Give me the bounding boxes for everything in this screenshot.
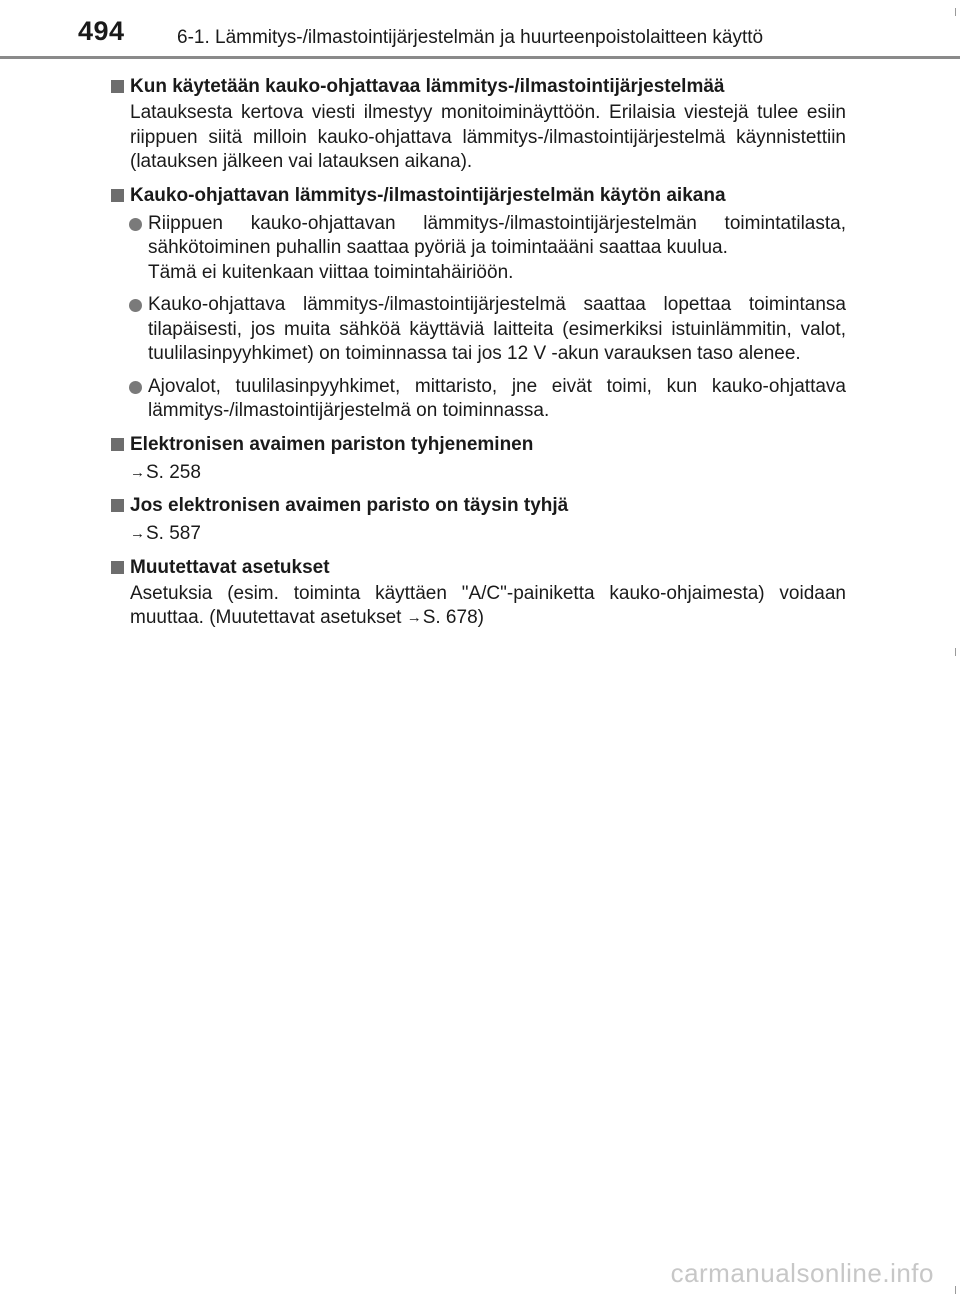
square-bullet-icon: [111, 80, 124, 93]
watermark-text: carmanualsonline.info: [670, 1258, 934, 1288]
section-heading: [110, 432, 846, 457]
page-content: [110, 70, 846, 639]
section-heading-text: Jos elektronisen avaimen paristo on täysin tyhjä: [130, 495, 569, 516]
section-heading-text: Kauko-ohjattavan lämmitys-/ilmastointijärjestelmän käytön aikana: [130, 184, 726, 206]
section-customizable-settings: [110, 555, 846, 631]
crop-mark: [955, 1286, 956, 1294]
bullet-text: Kauko-ohjattava lämmitys-/ilmastointijärjestelmä saattaa lopettaa toimintansa tilapäisesti, jos muita sähköä käyttäviä laitteita (esimerkiksi istuinlämmitin, valot, tuulilasinpyyhkimet) on toiminnassa tai jos 12 V -akun varauksen taso alenee.: [148, 294, 846, 364]
section-heading-text: Kun käytetään kauko-ohjattavaa lämmitys-/ilmastointijärjestelmää: [130, 76, 725, 97]
page-reference-text: S. 258: [146, 461, 201, 483]
section-heading-text: Elektronisen avaimen pariston tyhjeneminen: [130, 433, 534, 455]
section-remote-climate-usage: [110, 74, 846, 175]
page-number: 494: [78, 16, 125, 46]
section-paragraph: [110, 582, 846, 631]
chapter-title: 6-1. Lämmitys-/ilmastointijärjestelmän ja huurteenpoistolaitteen käyttö: [177, 27, 764, 48]
page-reference-text: S. 587: [146, 523, 201, 544]
page-reference[interactable]: [110, 522, 846, 547]
crop-mark: [955, 8, 956, 16]
section-during-operation: [110, 183, 846, 424]
paragraph-text: Asetuksia (esim. toiminta käyttäen "A/C"-painiketta kauko-ohjaimesta) voidaan muuttaa. (Muutettavat asetukset: [130, 582, 846, 628]
section-key-battery-empty: [110, 493, 846, 547]
bullet-text-continued: Tämä ei kuitenkaan viittaa toimintahäiriöön.: [148, 261, 514, 283]
square-bullet-icon: [111, 561, 124, 574]
section-key-battery-drain: [110, 432, 846, 486]
round-bullet-icon: [129, 218, 142, 231]
page-reference-text[interactable]: S. 678): [422, 607, 484, 628]
section-heading: [110, 183, 846, 208]
page-header: [0, 0, 960, 58]
arrow-right-icon: →: [130, 463, 145, 481]
section-heading: [110, 555, 846, 580]
section-heading: [110, 74, 846, 99]
crop-mark: [955, 648, 956, 656]
square-bullet-icon: [111, 438, 124, 451]
bullet-item: [110, 375, 846, 424]
bullet-text: Ajovalot, tuulilasinpyyhkimet, mittaristo, jne eivät toimi, kun kauko-ohjattava lämmitys-/ilmastointijärjestelmä on toiminnassa.: [148, 375, 846, 421]
square-bullet-icon: [111, 499, 124, 512]
arrow-right-icon: →: [130, 525, 145, 542]
arrow-right-icon: →: [406, 609, 422, 626]
page-reference[interactable]: [110, 461, 846, 486]
square-bullet-icon: [111, 189, 124, 202]
bullet-text: Riippuen kauko-ohjattavan lämmitys-/ilmastointijärjestelmän toimintatilasta, sähkötoiminen puhallin saattaa pyöriä ja toimintaääni saattaa kuulua.: [148, 212, 846, 258]
section-heading: [110, 493, 846, 518]
section-heading-text: Muutettavat asetukset: [130, 556, 330, 578]
round-bullet-icon: [129, 299, 142, 312]
round-bullet-icon: [129, 381, 142, 394]
bullet-item: [110, 212, 846, 286]
header-divider: [0, 56, 960, 59]
bullet-item: [110, 293, 846, 367]
section-paragraph: Latauksesta kertova viesti ilmestyy monitoiminäyttöön. Erilaisia viestejä tulee esiin riippuen siitä milloin kauko-ohjattava lämmitys-/ilmastointijärjestelmä käynnistettiin (latauksen jälkeen vai latauksen aikana).: [130, 102, 846, 172]
